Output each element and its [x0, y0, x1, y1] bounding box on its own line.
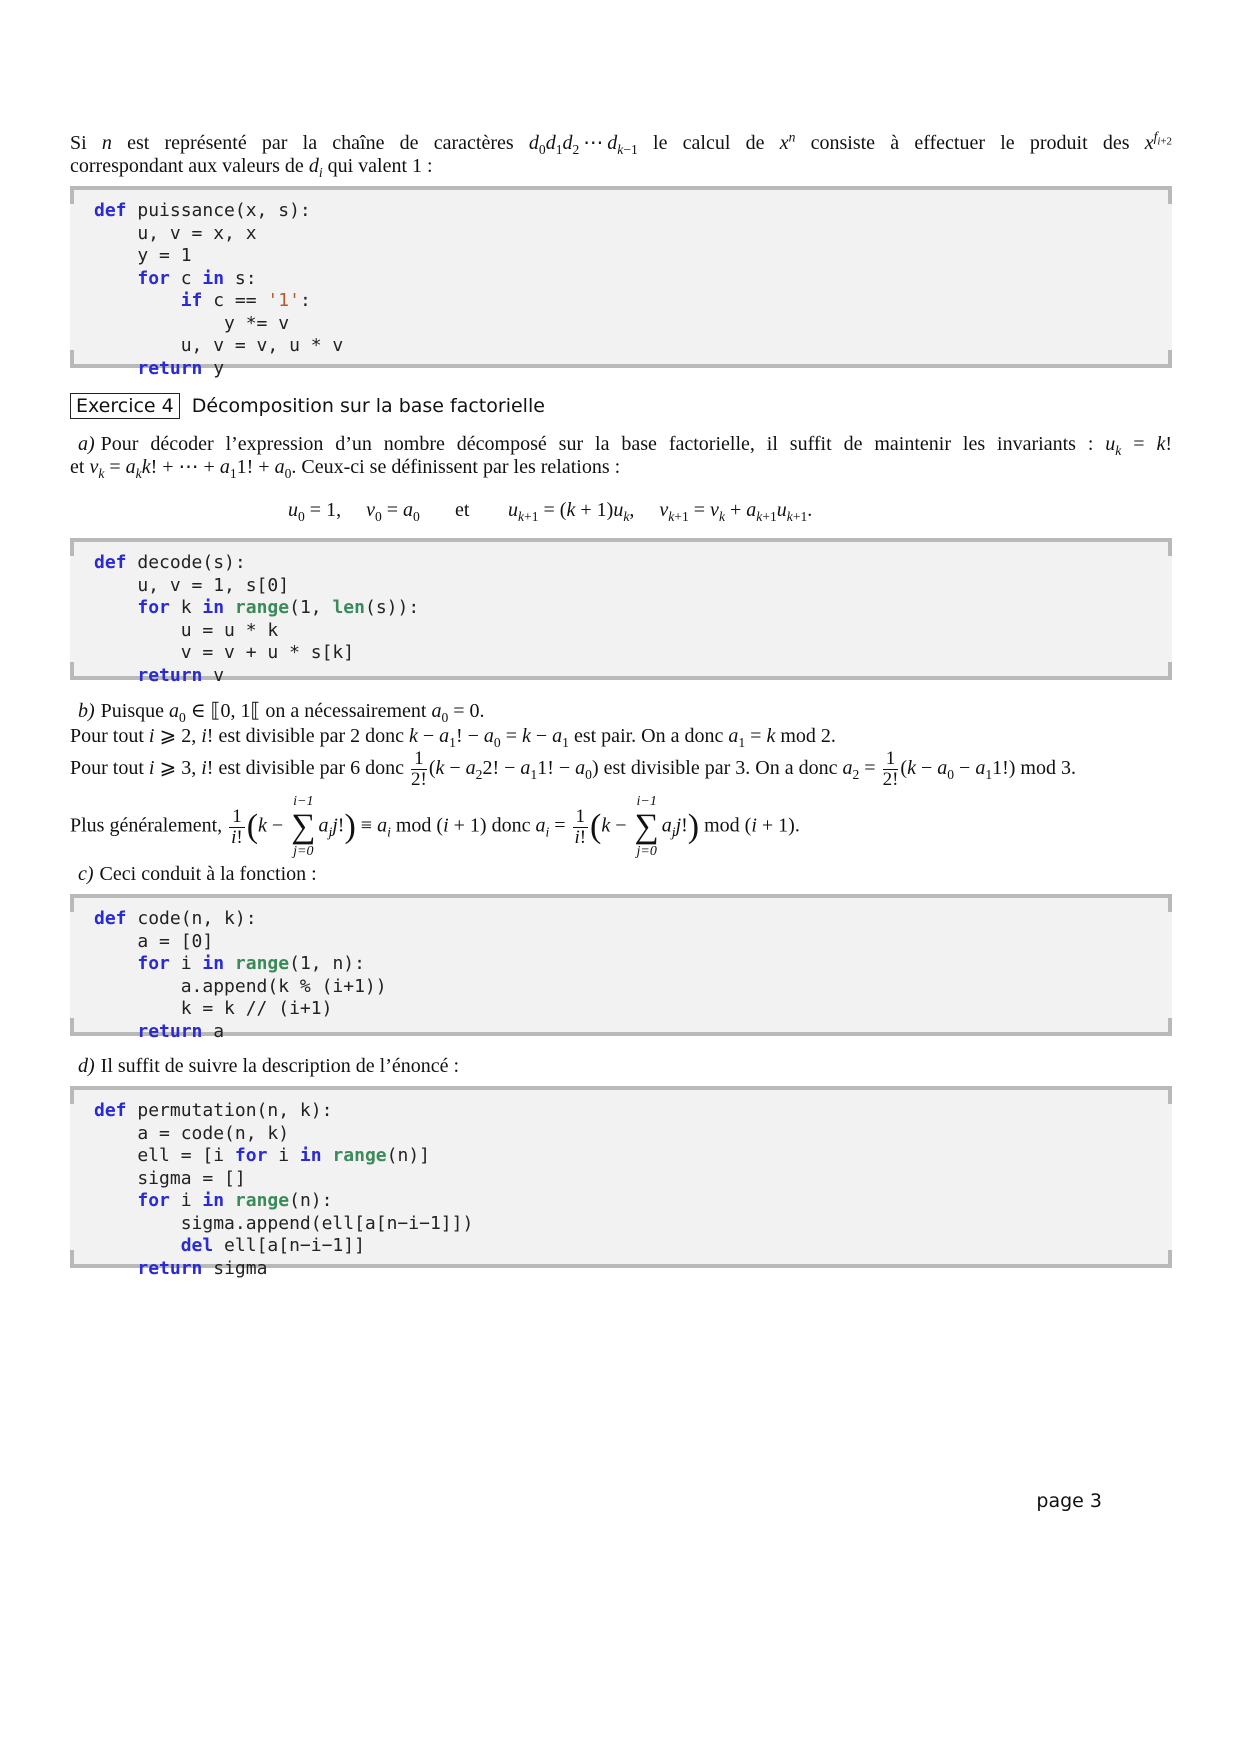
- intro-line-2: correspondant aux valeurs de $d_i$ qui valent 1 :: [70, 155, 433, 180]
- exercise-number: Exercice 4: [70, 393, 180, 419]
- code-block-permutation: def permutation(n, k): a = code(n, k) ell = [i for i in range(n)] sigma = [] for i in range(n): sigma.append(ell[a[n−i−1]]) del ell[a[n−i−1]] return sigma: [70, 1086, 1172, 1268]
- exercise-title: Décomposition sur la base factorielle: [191, 395, 545, 417]
- page-number: page 3: [1036, 1490, 1102, 1512]
- code-block-decode: def decode(s): u, v = 1, s[0] for k in range(1, len(s)): u = u * k v = v + u * s[k] return v: [70, 538, 1172, 680]
- part-b-line-2: Pour tout i ⩾ 2, i! est divisible par 2 donc $k - a_1$! − $a_0 = k - a_1$ est pair. On a donc $a_1 = k$ mod 2.: [70, 725, 836, 750]
- part-b-line-3: Pour tout i ⩾ 3, i! est divisible par 6 donc $\frac{1}{2!}$ ($k - a_22$! − $a_11$! − $a_0$) est divisible par 3. On a donc $a_2$ = $\frac{1}{2!}$ $(k - a_0 - a_11!)$ mod 3.: [70, 747, 1076, 790]
- code-block-puissance: def puissance(x, s): u, v = x, x y = 1 for c in s: if c == '1': y *= v u, v = v, u * v return y: [70, 186, 1172, 368]
- part-c-line: c) Ceci conduit à la fonction :: [78, 863, 317, 885]
- part-a-line-2: et $v_k = a_kk$! + ⋯ + $a_11$! + $a_0$. Ceux-ci se définissent par les relations :: [70, 456, 621, 481]
- part-b-line-4: Plus généralement, $\frac{1}{i!}$ (k − i−1 ∑ j=0 $a_jj!) \equiv a_i$ mod (i + 1) donc $a_i$ = $\frac{1}{i!}$ (k − i−1 ∑ j=0 $a_jj$!) mod (i + 1).: [70, 794, 800, 859]
- part-b-line-1: b) Puisque $a_0$ ∈ ⟦0, 1⟦ on a nécessairement $a_0 = 0$.: [78, 700, 485, 725]
- exercise-header: [70, 393, 1172, 419]
- intro-line-1: Si n est représenté par la chaîne de caractères $d_0d_1d_2$ ⋯ $d_{k-1}$ le calcul de $x^n$ consiste à effectuer le produit des $x^{f_{i+2}}$: [70, 129, 1172, 157]
- part-a-line-1: a) Pour décoder l’expression d’un nombre décomposé sur la base factorielle, il suffit de maintenir les invariants : $u_k = k$!: [78, 433, 1173, 458]
- part-d-line: d) Il suffit de suivre la description de l’énoncé :: [78, 1055, 460, 1077]
- code-block-code: def code(n, k): a = [0] for i in range(1, n): a.append(k % (i+1)) k = k // (i+1) return a: [70, 894, 1172, 1036]
